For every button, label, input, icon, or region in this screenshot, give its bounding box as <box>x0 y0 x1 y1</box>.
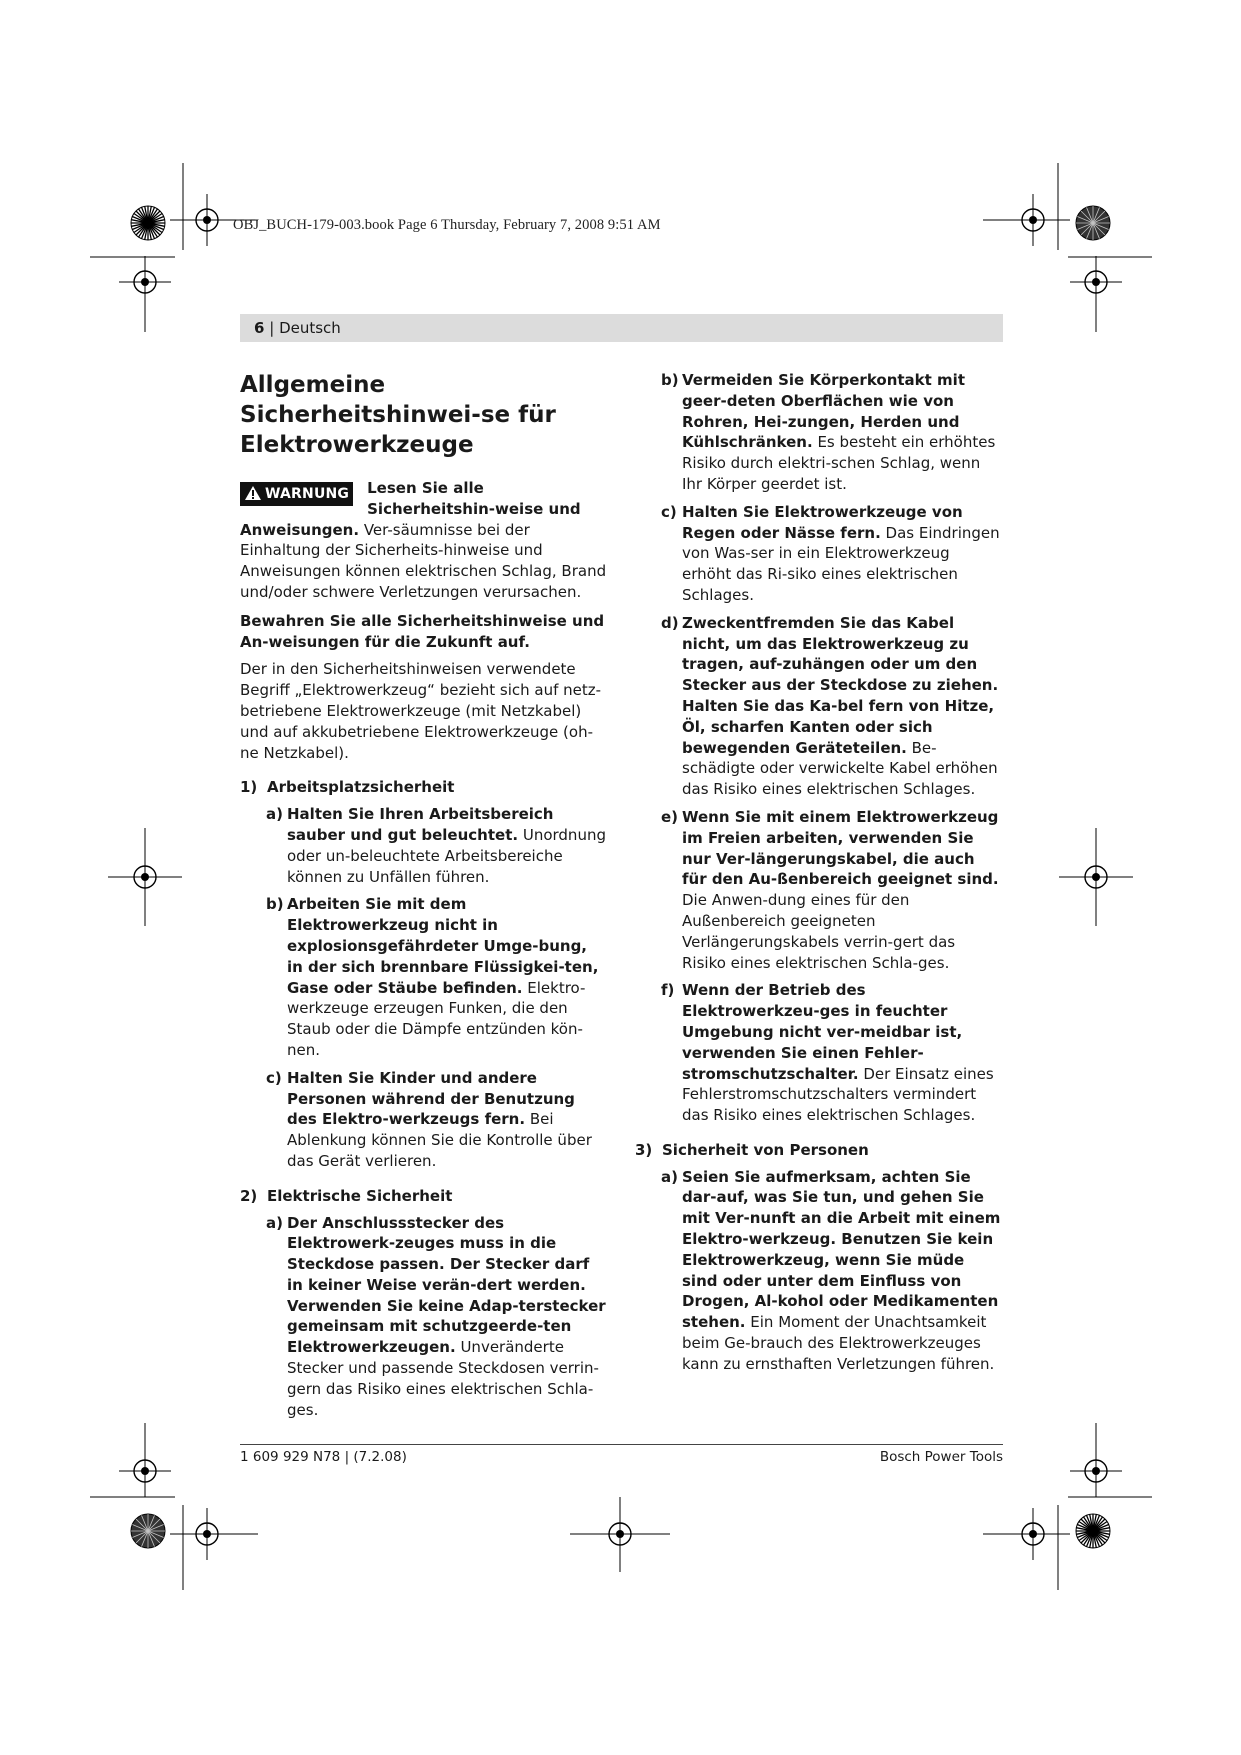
item-label: c) <box>266 1068 282 1087</box>
item-bold: Seien Sie aufmerksam, achten Sie dar-auf, was Sie tun, und gehen Sie mit Ver-nunft an die Arbeit mit einem Elektro-werkzeug. Benutzen Sie kein Elektrowerkzeug, wenn Sie müde sind oder unter dem Einfluss von Drogen, Al-kohol oder Medikamenten stehen. <box>682 1167 1001 1332</box>
warning-text: Ver-säumnisse bei der Einhaltung der Sicherheits-hinweise und Anweisungen können elektrischen Schlag, Brand und/oder schwere Verletzungen verursachen. <box>240 520 607 601</box>
section-heading <box>240 777 608 798</box>
item-text: Unveränderte Stecker und passende Steckdosen verrin-gern das Risiko eines elektrischen Schla-ges. <box>287 1338 599 1419</box>
list-item <box>661 1167 1003 1375</box>
item-text: Es besteht ein erhöhtes Risiko durch elektri-schen Schlag, wenn Ihr Körper geerdet ist. <box>682 433 996 493</box>
item-text: Ein Moment der Unachtsamkeit beim Ge-brauch des Elektrowerkzeuges kann zu ernsthaften Verletzungen führen. <box>682 1313 995 1373</box>
right-column <box>635 370 1003 1382</box>
list-item <box>266 1213 608 1421</box>
warning-badge <box>240 482 353 506</box>
item-text: Be-schädigte oder verwickelte Kabel erhöhen das Risiko eines elektrischen Schlages. <box>682 738 998 799</box>
section-title: Arbeitsplatzsicherheit <box>267 778 455 797</box>
keep-notice: Bewahren Sie alle Sicherheitshinweise und An-weisungen für die Zukunft auf. <box>240 611 605 651</box>
warning-bold: Lesen Sie alle Sicherheitshin-weise und Anweisungen. <box>240 479 581 539</box>
list-item <box>266 804 608 887</box>
item-text: Die Anwen-dung eines für den Außenbereich geeigneten Verlängerungskabels verrin-gert das Risiko eines elektrischen Schla-ges. <box>682 891 956 972</box>
item-bold: Der Anschlussstecker des Elektrowerk-zeuges muss in die Steckdose passen. Der Stecker darf in keiner Weise verän-dert werden. Verwenden Sie keine Adap-terstecker gemeinsam mit schutzgeerde-ten Elektrowerkzeugen. <box>287 1213 606 1357</box>
list-item <box>661 613 1003 800</box>
item-bold: Zweckentfremden Sie das Kabel nicht, um das Elektrowerkzeug zu tragen, auf-zuhängen oder um den Stecker aus der Steckdose zu ziehen. Halten Sie das Ka-bel fern von Hitze, Öl, scharfen Kanten oder sich bewegenden Geräteteilen. <box>682 613 999 757</box>
item-label: d) <box>661 613 679 632</box>
item-bold: Arbeiten Sie mit dem Elektrowerkzeug nicht in explosionsgefährdeter Umge-bung, in der sich brennbare Flüssigkei-ten, Gase oder Stäube befinden. <box>287 895 599 997</box>
item-label: c) <box>661 502 677 521</box>
footer-doc-number: 1 609 929 N78 | (7.2.08) <box>240 1449 407 1465</box>
item-text: Bei Ablenkung können Sie die Kontrolle über das Gerät verlieren. <box>287 1110 592 1170</box>
list-item <box>266 894 608 1060</box>
warning-block <box>240 478 608 603</box>
section-number: 1) <box>240 778 258 797</box>
item-bold: Halten Sie Kinder und andere Personen während der Benutzung des Elektro-werkzeugs fern. <box>287 1068 575 1129</box>
header-separator: | <box>269 319 275 337</box>
item-label: a) <box>661 1167 678 1186</box>
item-text: Unordnung oder un-beleuchtete Arbeitsbereiche können zu Unfällen führen. <box>287 825 606 886</box>
section-heading <box>635 1140 1003 1161</box>
list-item <box>661 502 1003 606</box>
page-number: 6 <box>254 319 265 337</box>
print-slug: OBJ_BUCH-179-003.book Page 6 Thursday, February 7, 2008 9:51 AM <box>233 217 661 233</box>
section-title: Sicherheit von Personen <box>662 1140 869 1159</box>
item-bold: Wenn Sie mit einem Elektrowerkzeug im Freien arbeiten, verwenden Sie nur Ver-längerungskabel, die auch für den Au-ßenbereich geeignet sind. <box>682 807 999 889</box>
item-label: f) <box>661 981 675 1000</box>
warning-triangle-icon <box>244 485 262 501</box>
footer-rule <box>240 1444 1003 1445</box>
section-heading <box>240 1186 608 1207</box>
item-bold: Wenn der Betrieb des Elektrowerkzeu-ges in feuchter Umgebung nicht ver-meidbar ist, verwenden Sie einen Fehler-stromschutzschalter. <box>682 981 963 1083</box>
section-number: 2) <box>240 1186 258 1205</box>
item-bold: Halten Sie Elektrowerkzeuge von Regen oder Nässe fern. <box>682 502 963 542</box>
definition-paragraph: Der in den Sicherheitshinweisen verwendete Begriff „Elektrowerkzeug“ bezieht sich auf netz-betriebene Elektrowerkzeuge (mit Netzkabel) und auf akkubetriebene Elektrowerkzeuge (oh-ne Netzkabel). <box>240 660 602 762</box>
page-title: Allgemeine Sicherheitshinwei-se für Elektrowerkzeuge <box>240 372 556 458</box>
footer-brand: Bosch Power Tools <box>879 1449 1003 1465</box>
list-item <box>266 1068 608 1172</box>
header-section: Deutsch <box>279 319 341 337</box>
list-item <box>661 807 1003 973</box>
item-label: e) <box>661 807 679 826</box>
item-label: b) <box>266 895 284 914</box>
item-bold: Vermeiden Sie Körperkontakt mit geer-deten Oberflächen wie von Rohren, Hei-zungen, Herden und Kühlschränken. <box>682 371 965 452</box>
item-label: b) <box>661 371 679 389</box>
item-bold: Halten Sie Ihren Arbeitsbereich sauber und gut beleuchtet. <box>287 805 554 844</box>
item-label: a) <box>266 805 283 824</box>
section-title: Elektrische Sicherheit <box>267 1186 453 1205</box>
item-text: Das Eindringen von Was-ser in ein Elektrowerkzeug erhöht das Ri-siko eines elektrischen Schlages. <box>682 523 1000 604</box>
page-header <box>254 319 341 337</box>
list-item <box>661 370 1003 495</box>
page-header-bar <box>240 314 1003 342</box>
item-text: Der Einsatz eines Fehlerstromschutzschalters vermindert das Risiko eines elektrischen Schlages. <box>682 1064 994 1125</box>
item-text: Elektro-werkzeuge erzeugen Funken, die den Staub oder die Dämpfe entzünden kön-nen. <box>287 978 586 1059</box>
item-label: a) <box>266 1213 283 1232</box>
warning-badge-label: WARNUNG <box>265 486 350 502</box>
left-column <box>240 370 608 1427</box>
list-item <box>661 980 1003 1126</box>
section-number: 3) <box>635 1140 653 1159</box>
